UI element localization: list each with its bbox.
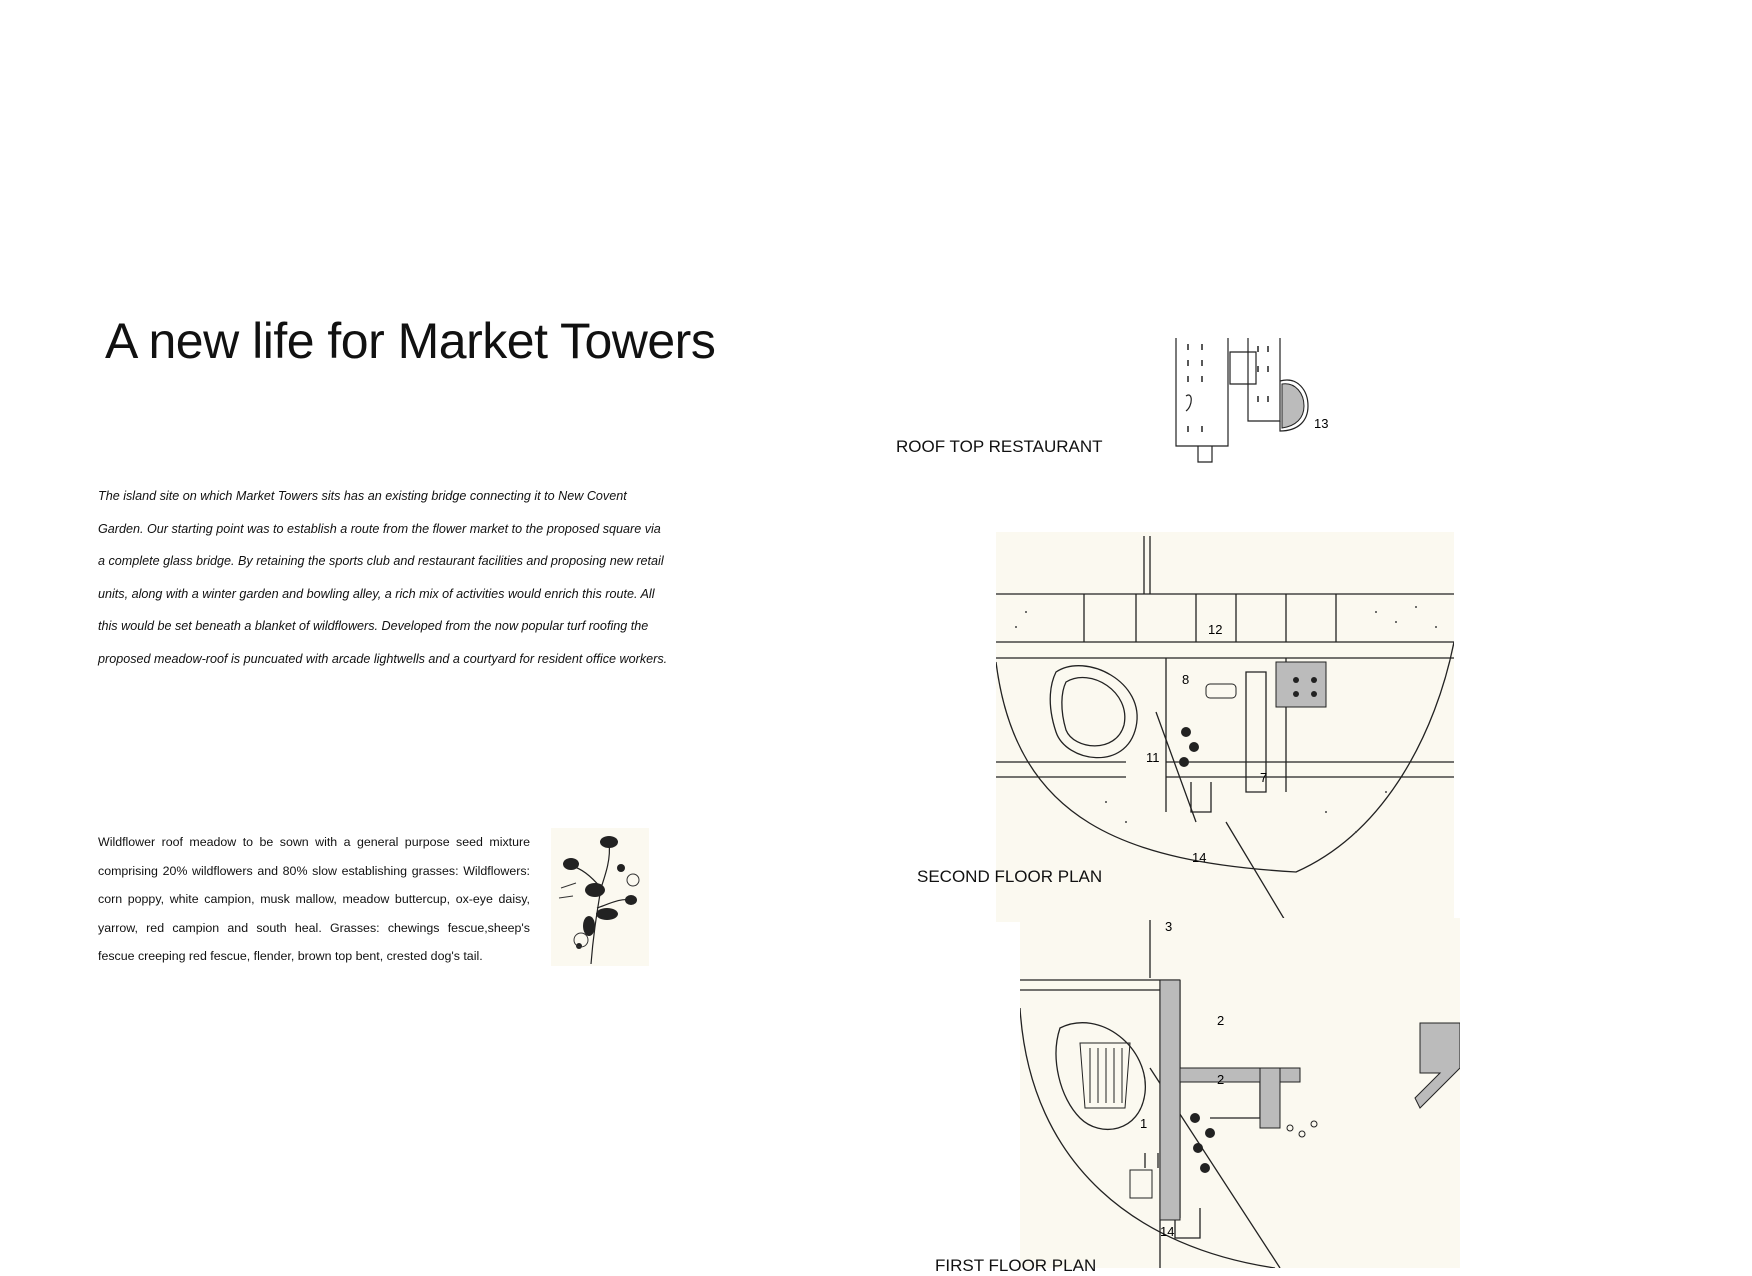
meadow-paragraph [98, 828, 530, 971]
first-plan-number: 3 [1165, 919, 1173, 934]
intro-line: The island site on which Market Towers sits has an existing bridge connecting it to New Covent [98, 489, 627, 503]
intro-line: units, along with a winter garden and bowling alley, a rich mix of activities would enrich this route. All [98, 586, 655, 601]
first-plan-number: 1 [1140, 1116, 1148, 1131]
second-plan-number: 7 [1260, 770, 1268, 785]
wildflower-illustration [551, 828, 649, 966]
intro-line: this would be set beneath a blanket of wildflowers. Developed from the now popular turf roofing the [98, 619, 649, 633]
meadow-line: Wildflower roof meadow to be sown with a general purpose seed mixture [98, 835, 530, 849]
meadow-line: corn poppy, white campion, musk mallow, meadow buttercup, ox-eye daisy, [98, 892, 530, 906]
first-plan-number: 14 [1160, 1224, 1175, 1239]
roof-top-restaurant-plan [1168, 336, 1338, 464]
roof-plan-label: ROOF TOP RESTAURANT [896, 437, 1103, 456]
intro-paragraph [98, 480, 678, 675]
intro-line: Garden. Our starting point was to establish a route from the flower market to the proposed square via [98, 521, 661, 536]
intro-line: a complete glass bridge. By retaining the sports club and restaurant facilities and proposing new retail [98, 554, 664, 568]
first-plan-number: 2 [1217, 1013, 1225, 1028]
page-title: A new life for Market Towers [105, 313, 716, 369]
first-floor-plan [1020, 918, 1460, 1268]
second-plan-number: 12 [1208, 622, 1223, 637]
second-plan-number: 11 [1146, 750, 1160, 765]
second-plan-label: SECOND FLOOR PLAN [917, 867, 1103, 886]
meadow-line: fescue creeping red fescue, flender, brown top bent, crested dog's tail. [98, 949, 483, 963]
first-plan-number: 2 [1217, 1072, 1225, 1087]
second-plan-number: 8 [1182, 672, 1190, 687]
meadow-line: yarrow, red campion and south heal. Grasses: chewings fescue,sheep's [98, 920, 530, 935]
intro-line: proposed meadow-roof is puncuated with arcade lightwells and a courtyard for resident office workers. [98, 651, 668, 666]
roof-plan-number: 13 [1314, 416, 1329, 431]
first-plan-label: FIRST FLOOR PLAN [935, 1256, 1097, 1275]
second-floor-plan [996, 532, 1454, 922]
second-plan-number: 14 [1192, 850, 1207, 865]
meadow-line: comprising 20% wildflowers and 80% slow establishing grasses: Wildflowers: [98, 863, 530, 878]
